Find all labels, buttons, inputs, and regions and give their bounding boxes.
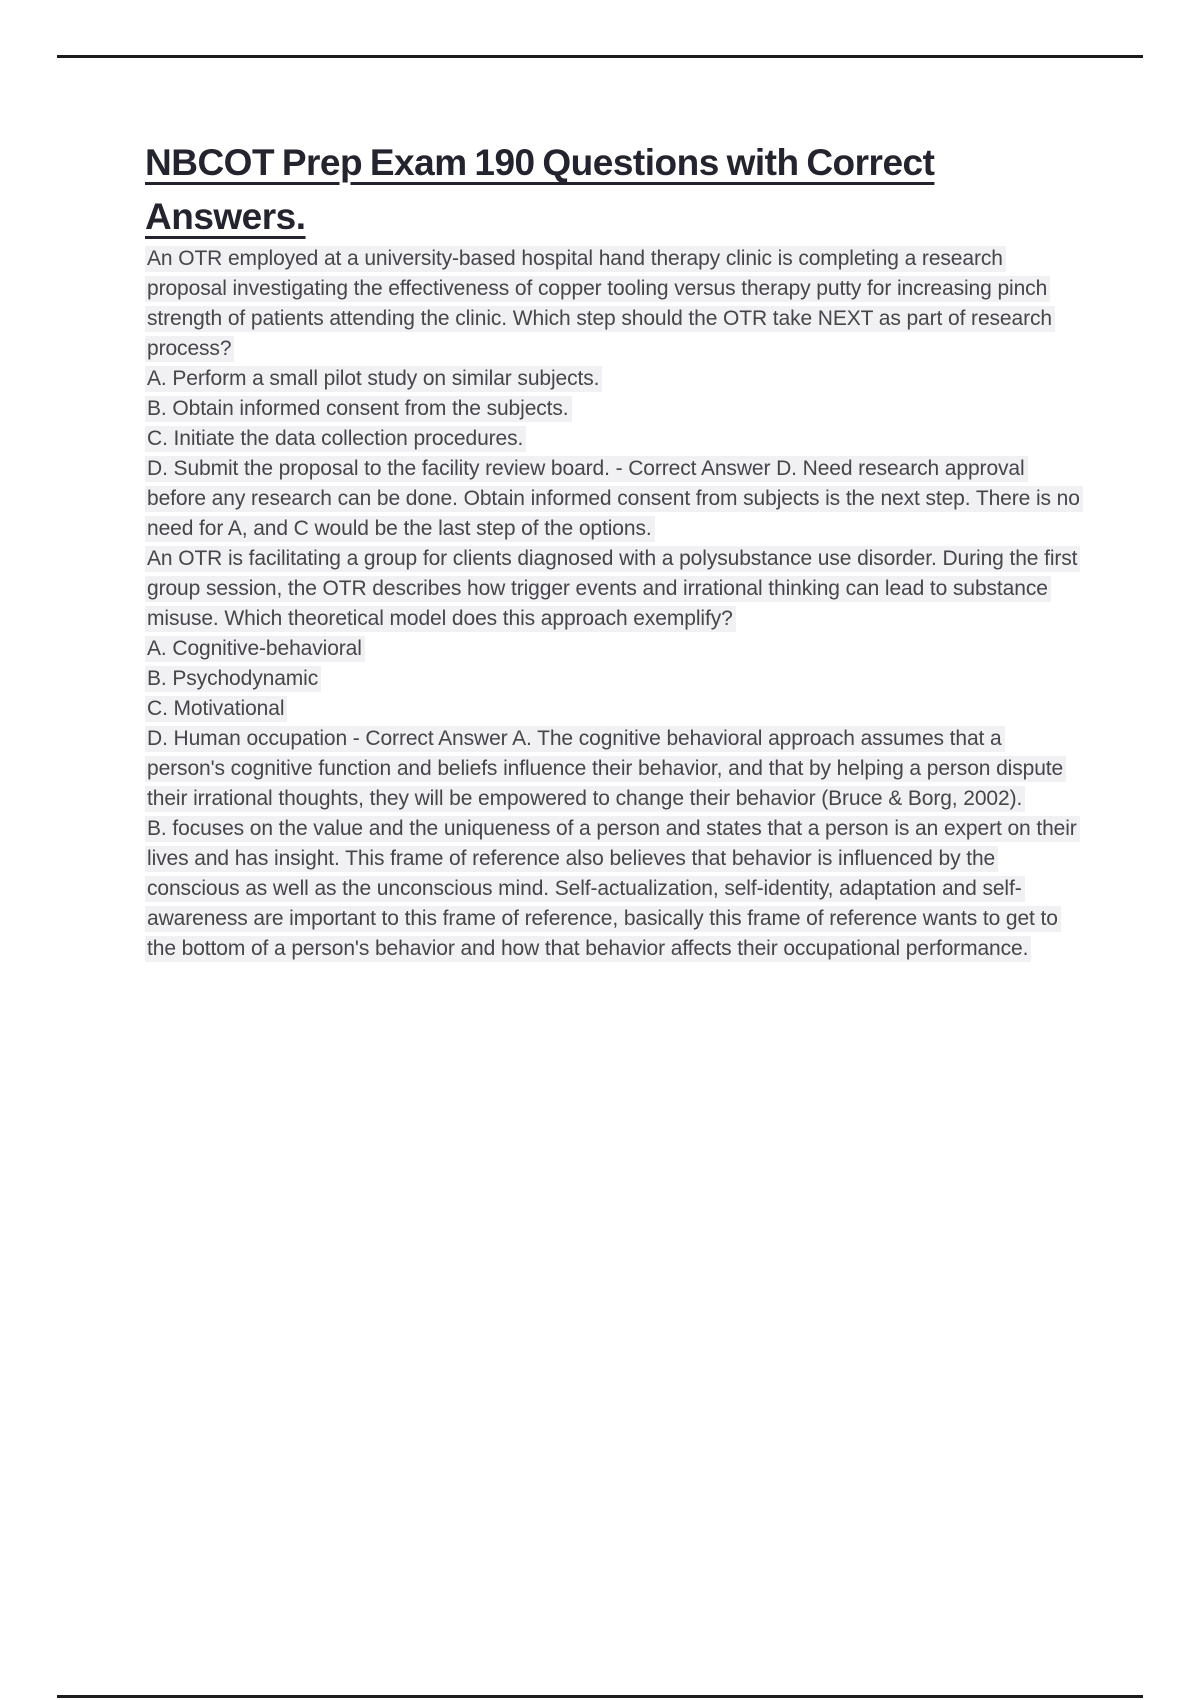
question-1-option-b [145, 394, 1085, 424]
question-2-option-b-text: B. Psychodynamic [145, 666, 321, 692]
question-1-answer-text: D. Submit the proposal to the facility review board. - Correct Answer D. Need research approval before any research can be done. Obtain informed consent from subjects is the next step. There is no need for A, and C would be the last step of the options. [145, 456, 1083, 542]
question-1-prompt [145, 244, 1085, 364]
question-1-option-b-text: B. Obtain informed consent from the subjects. [145, 396, 572, 422]
question-2-answer [145, 724, 1085, 814]
document-content [145, 0, 1085, 964]
question-2-option-b [145, 664, 1085, 694]
question-2-prompt-text: An OTR is facilitating a group for clients diagnosed with a polysubstance use disorder. During the first group session, the OTR describes how trigger events and irrational thinking can lead to substance misuse. Which theoretical model does this approach exemplify? [145, 546, 1080, 632]
question-1-prompt-text: An OTR employed at a university-based hospital hand therapy clinic is completing a research proposal investigating the effectiveness of copper tooling versus therapy putty for increasing pinch strength of patients attending the clinic. Which step should the OTR take NEXT as part of research process? [145, 246, 1055, 362]
question-1-answer [145, 454, 1085, 544]
question-1-option-a-text: A. Perform a small pilot study on similar subjects. [145, 366, 602, 392]
question-2-additional-note-text: B. focuses on the value and the uniqueness of a person and states that a person is an expert on their lives and has insight. This frame of reference also believes that behavior is influenced by the conscious as well as the unconscious mind. Self-actualization, self-identity, adaptation and self-awareness are important to this frame of reference, basically this frame of reference wants to get to the bottom of a person's behavior and how that behavior affects their occupational performance. [145, 816, 1080, 962]
document-title [145, 136, 1085, 244]
question-1-option-c [145, 424, 1085, 454]
question-2-option-a-text: A. Cognitive-behavioral [145, 636, 365, 662]
document-title-text: NBCOT Prep Exam 190 Questions with Correct Answers. [145, 142, 935, 237]
question-1-option-c-text: C. Initiate the data collection procedures. [145, 426, 526, 452]
question-2-prompt [145, 544, 1085, 634]
question-2-option-c [145, 694, 1085, 724]
question-2-option-a [145, 634, 1085, 664]
question-1-option-a [145, 364, 1085, 394]
question-2-answer-text: D. Human occupation - Correct Answer A. The cognitive behavioral approach assumes that a person's cognitive function and beliefs influence their behavior, and that by helping a person dispute their irrational thoughts, they will be empowered to change their behavior (Bruce & Borg, 2002). [145, 726, 1066, 812]
bottom-horizontal-rule [57, 1695, 1143, 1698]
question-2-option-c-text: C. Motivational [145, 696, 287, 722]
question-2-additional-note [145, 814, 1085, 964]
